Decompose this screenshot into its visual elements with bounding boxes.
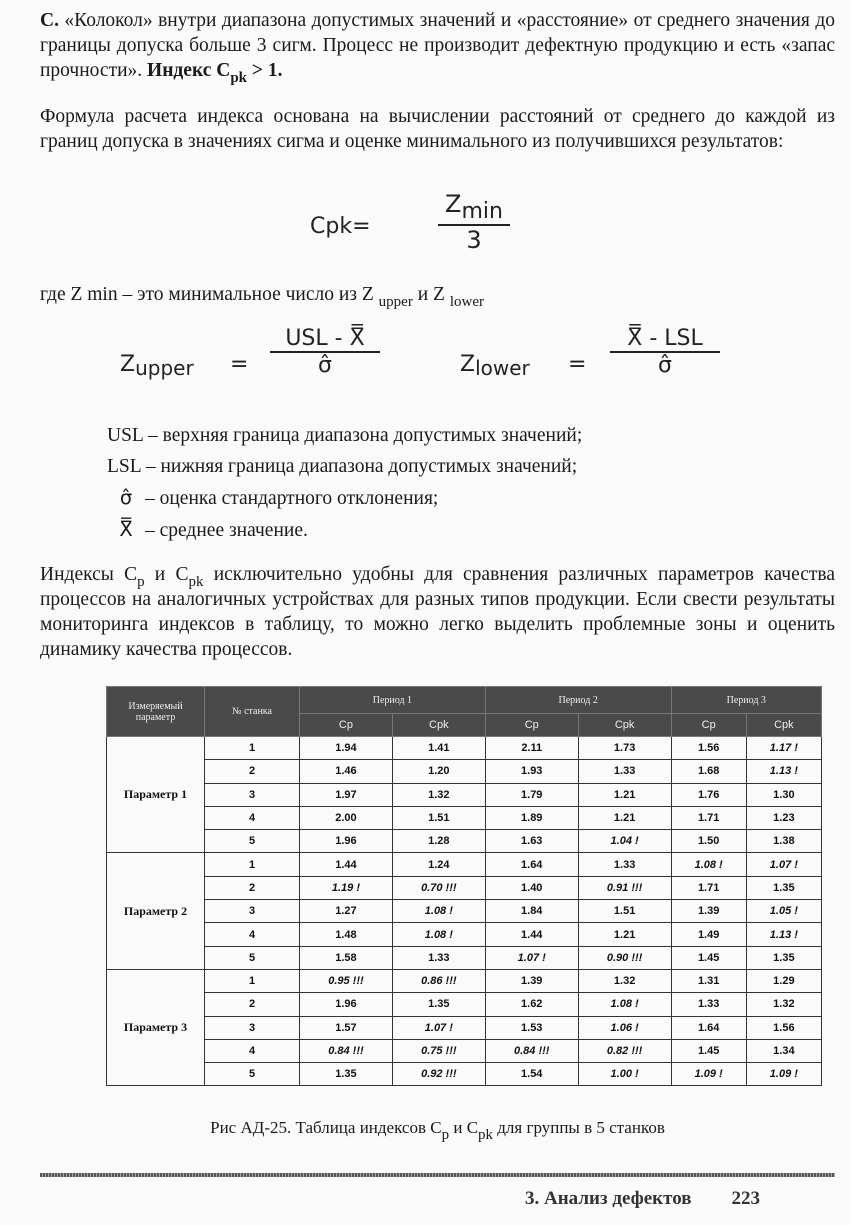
index-cell: 1.64 <box>485 853 578 876</box>
index-cell: 1.96 <box>300 993 393 1016</box>
index-cell: 1.49 <box>671 923 746 946</box>
table-row <box>107 1063 822 1086</box>
index-cell: 1.48 <box>300 923 393 946</box>
index-cell: 1.93 <box>485 760 578 783</box>
table-row <box>107 1016 822 1039</box>
index-cell: 1.73 <box>578 737 671 760</box>
table-row <box>107 876 822 899</box>
machine-cell: 2 <box>205 760 300 783</box>
index-cell: 0.70 !!! <box>392 876 485 899</box>
index-cell: 0.82 !!! <box>578 1039 671 1062</box>
index-cell: 1.06 ! <box>578 1016 671 1039</box>
index-cell: 1.33 <box>578 853 671 876</box>
table-row <box>107 760 822 783</box>
machine-cell: 2 <box>205 993 300 1016</box>
header-cp: Cp <box>485 714 578 737</box>
index-cell: 1.23 <box>746 806 821 829</box>
index-cell: 1.07 ! <box>392 1016 485 1039</box>
table-row <box>107 969 822 992</box>
index-cell: 1.29 <box>746 969 821 992</box>
machine-cell: 4 <box>205 806 300 829</box>
index-cell: 0.75 !!! <box>392 1039 485 1062</box>
machine-cell: 3 <box>205 900 300 923</box>
index-cell: 1.79 <box>485 783 578 806</box>
parameter-cell: Параметр 1 <box>107 737 205 853</box>
z-upper-fraction: USL - X̿ σ̂ <box>270 326 380 378</box>
machine-cell: 3 <box>205 1016 300 1039</box>
index-cell: 2.11 <box>485 737 578 760</box>
index-cell: 1.44 <box>300 853 393 876</box>
index-cell: 1.09 ! <box>671 1063 746 1086</box>
index-cell: 1.35 <box>746 876 821 899</box>
index-cell: 1.08 ! <box>578 993 671 1016</box>
index-cell: 1.27 <box>300 900 393 923</box>
formula-fraction: Zmin 3 <box>438 190 510 254</box>
index-cell: 1.57 <box>300 1016 393 1039</box>
table-row <box>107 993 822 1016</box>
index-cell: 1.56 <box>671 737 746 760</box>
paragraph-2: Формула расчета индекса основана на вычислении расстояний от среднего до каждой из границ допуска в значениях сигма и оценке минимального из получившихся результатов: <box>40 106 835 152</box>
cpk-formula <box>310 190 510 260</box>
index-cell: 0.84 !!! <box>485 1039 578 1062</box>
index-cell: 1.08 ! <box>671 853 746 876</box>
index-cell: 1.31 <box>671 969 746 992</box>
index-cell: 1.53 <box>485 1016 578 1039</box>
machine-cell: 1 <box>205 969 300 992</box>
index-cell: 1.09 ! <box>746 1063 821 1086</box>
table-row <box>107 806 822 829</box>
index-cell: 0.92 !!! <box>392 1063 485 1086</box>
index-cell: 1.96 <box>300 830 393 853</box>
index-cell: 0.90 !!! <box>578 946 671 969</box>
paragraph-3: Индексы $C_p$ и $C_{pk}$ исключительно удобны для сравнения различных параметров качества процессов на аналогичных устройствах для разных типов продукции. Если свести результаты мониторинга индексов в таблицу, то можно легко выделить проблемные зоны и оценить динамику качества процессов. <box>40 564 835 660</box>
index-cell: 1.84 <box>485 900 578 923</box>
index-cell: 1.32 <box>578 969 671 992</box>
index-cell: 1.13 ! <box>746 760 821 783</box>
table-row <box>107 853 822 876</box>
def-usl: USL – верхняя граница диапазона допустимых значений; <box>107 425 583 446</box>
machine-cell: 5 <box>205 946 300 969</box>
index-cell: 1.35 <box>392 993 485 1016</box>
header-machine: № станка <box>205 687 300 737</box>
index-cell: 1.21 <box>578 806 671 829</box>
index-cell: 1.28 <box>392 830 485 853</box>
index-cell: 1.46 <box>300 760 393 783</box>
index-cell: 1.71 <box>671 876 746 899</box>
machine-cell: 4 <box>205 1039 300 1062</box>
equals-sign-2: = <box>568 352 587 377</box>
section-title: 3. Анализ дефектов <box>525 1188 692 1209</box>
def-mean: X̿ – среднее значение. <box>119 518 308 541</box>
index-cell: 1.32 <box>392 783 485 806</box>
page-number: 223 <box>731 1188 761 1209</box>
header-parameter: Измеряемый параметр <box>107 687 205 737</box>
machine-cell: 5 <box>205 830 300 853</box>
index-cell: 0.86 !!! <box>392 969 485 992</box>
index-cell: 1.21 <box>578 923 671 946</box>
index-cell: 1.05 ! <box>746 900 821 923</box>
z-lower-lhs: Zlower <box>460 352 530 380</box>
table-row <box>107 830 822 853</box>
page-footer <box>525 1188 760 1210</box>
table-body <box>107 737 822 1086</box>
formula-lhs: Cpk= <box>310 214 371 239</box>
index-cell: 1.35 <box>300 1063 393 1086</box>
header-cpk: Cpk <box>746 714 821 737</box>
machine-cell: 3 <box>205 783 300 806</box>
index-cell: 1.13 ! <box>746 923 821 946</box>
index-table <box>106 686 822 1086</box>
z-formulas <box>120 326 820 406</box>
item-letter: С. <box>40 10 59 31</box>
paragraph-1-bold: Индекс $C_{pk} > 1$. <box>147 60 283 86</box>
index-cell: 1.94 <box>300 737 393 760</box>
equals-sign: = <box>230 352 249 377</box>
index-cell: 1.08 ! <box>392 900 485 923</box>
index-cell: 1.33 <box>671 993 746 1016</box>
index-cell: 1.63 <box>485 830 578 853</box>
index-cell: 1.39 <box>671 900 746 923</box>
index-cell: 1.56 <box>746 1016 821 1039</box>
index-cell: 1.45 <box>671 946 746 969</box>
index-cell: 1.38 <box>746 830 821 853</box>
index-cell: 0.84 !!! <box>300 1039 393 1062</box>
index-cell: 1.00 ! <box>578 1063 671 1086</box>
machine-cell: 4 <box>205 923 300 946</box>
index-cell: 1.54 <box>485 1063 578 1086</box>
index-cell: 1.33 <box>578 760 671 783</box>
index-cell: 1.35 <box>746 946 821 969</box>
index-cell: 1.20 <box>392 760 485 783</box>
paragraph-1-text: «Колокол» внутри диапазона допустимых значений и «расстояние» от среднего значения до границы допуска больше 3 сигм. Процесс не производит дефектную продукцию и есть «запас прочности». <box>40 10 835 81</box>
index-cell: 1.07 ! <box>485 946 578 969</box>
table-row <box>107 946 822 969</box>
index-cell: 1.07 ! <box>746 853 821 876</box>
index-cell: 2.00 <box>300 806 393 829</box>
index-cell: 1.17 ! <box>746 737 821 760</box>
machine-cell: 2 <box>205 876 300 899</box>
index-cell: 1.51 <box>392 806 485 829</box>
table-row <box>107 1039 822 1062</box>
header-cpk: Cpk <box>392 714 485 737</box>
index-cell: 1.89 <box>485 806 578 829</box>
header-cpk: Cpk <box>578 714 671 737</box>
index-cell: 1.34 <box>746 1039 821 1062</box>
header-cp: Cp <box>671 714 746 737</box>
definitions <box>107 420 582 546</box>
footer-rule <box>40 1173 835 1177</box>
index-cell: 1.62 <box>485 993 578 1016</box>
index-cell: 1.97 <box>300 783 393 806</box>
table-row <box>107 923 822 946</box>
figure-caption: Рис АД-25. Таблица индексов $C_p$ и $C_{pk}$ для группы в 5 станков <box>210 1118 665 1143</box>
index-cell: 1.68 <box>671 760 746 783</box>
index-cell: 1.51 <box>578 900 671 923</box>
def-lsl: LSL – нижняя граница диапазона допустимых значений; <box>107 456 578 477</box>
index-cell: 1.71 <box>671 806 746 829</box>
index-cell: 1.32 <box>746 993 821 1016</box>
index-cell: 1.21 <box>578 783 671 806</box>
parameter-cell: Параметр 2 <box>107 853 205 969</box>
index-cell: 1.39 <box>485 969 578 992</box>
index-cell: 1.44 <box>485 923 578 946</box>
parameter-cell: Параметр 3 <box>107 969 205 1085</box>
z-lower-fraction: X̿ - LSL σ̂ <box>610 326 720 378</box>
header-period-1: Период 1 <box>300 687 486 714</box>
index-cell: 1.64 <box>671 1016 746 1039</box>
index-cell: 1.08 ! <box>392 923 485 946</box>
table-row <box>107 737 822 760</box>
table-row <box>107 783 822 806</box>
machine-cell: 5 <box>205 1063 300 1086</box>
index-cell: 0.91 !!! <box>578 876 671 899</box>
where-line: где Z min – это минимальное число из Z $_{upper}$ и Z $_{lower}$ <box>40 284 484 310</box>
index-cell: 1.40 <box>485 876 578 899</box>
index-cell: 1.58 <box>300 946 393 969</box>
z-upper-lhs: Zupper <box>120 352 194 380</box>
index-cell: 1.24 <box>392 853 485 876</box>
machine-cell: 1 <box>205 853 300 876</box>
paragraph-1 <box>40 8 835 86</box>
index-cell: 1.33 <box>392 946 485 969</box>
machine-cell: 1 <box>205 737 300 760</box>
index-cell: 1.41 <box>392 737 485 760</box>
header-period-3: Период 3 <box>671 687 821 714</box>
header-cp: Cp <box>300 714 393 737</box>
index-cell: 1.19 ! <box>300 876 393 899</box>
index-cell: 0.95 !!! <box>300 969 393 992</box>
table-row <box>107 900 822 923</box>
index-cell: 1.45 <box>671 1039 746 1062</box>
header-period-2: Период 2 <box>485 687 671 714</box>
index-cell: 1.30 <box>746 783 821 806</box>
index-cell: 1.04 ! <box>578 830 671 853</box>
index-cell: 1.76 <box>671 783 746 806</box>
def-sigma: σ̂ – оценка стандартного отклонения; <box>119 486 439 509</box>
index-cell: 1.50 <box>671 830 746 853</box>
